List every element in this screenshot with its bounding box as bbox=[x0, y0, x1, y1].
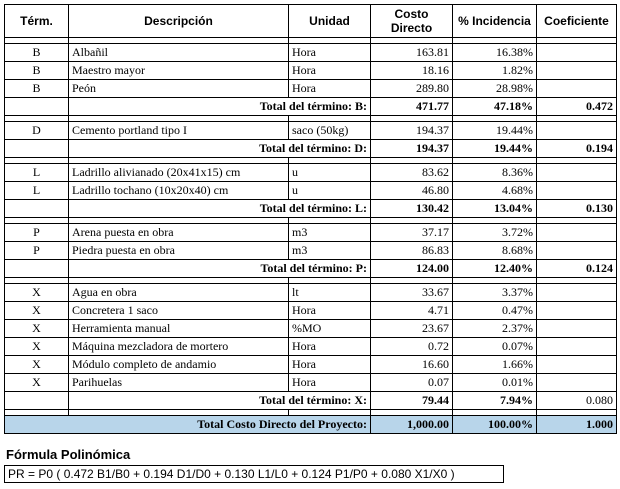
term-total-cost: 124.00 bbox=[371, 260, 453, 278]
description-cell: Ladrillo alivianado (20x41x15) cm bbox=[69, 164, 289, 182]
unit-cell: m3 bbox=[289, 224, 371, 242]
term-cell: D bbox=[5, 122, 69, 140]
unit-cell: Hora bbox=[289, 62, 371, 80]
table-row bbox=[5, 374, 617, 392]
coefficient-cell bbox=[537, 164, 617, 182]
table-row bbox=[5, 80, 617, 98]
total-blank-cell bbox=[5, 392, 69, 410]
term-cell: B bbox=[5, 44, 69, 62]
unit-cell: Hora bbox=[289, 302, 371, 320]
incidence-cell: 1.82% bbox=[453, 62, 537, 80]
table-row bbox=[5, 122, 617, 140]
table-row bbox=[5, 242, 617, 260]
table-body bbox=[5, 38, 617, 434]
term-cell: X bbox=[5, 338, 69, 356]
table-row bbox=[5, 356, 617, 374]
table-row bbox=[5, 182, 617, 200]
term-coefficient: 0.124 bbox=[537, 260, 617, 278]
term-coefficient: 0.194 bbox=[537, 140, 617, 158]
cost-cell: 194.37 bbox=[371, 122, 453, 140]
term-total-cost: 130.42 bbox=[371, 200, 453, 218]
term-total-label: Total del término: P: bbox=[69, 260, 371, 278]
description-cell: Concretera 1 saco bbox=[69, 302, 289, 320]
header-cost: Costo Directo bbox=[371, 5, 453, 38]
total-blank-cell bbox=[5, 200, 69, 218]
grand-total-coefficient: 1.000 bbox=[537, 416, 617, 434]
cost-cell: 0.07 bbox=[371, 374, 453, 392]
cost-cell: 163.81 bbox=[371, 44, 453, 62]
term-total-cost: 471.77 bbox=[371, 98, 453, 116]
term-total-cost: 79.44 bbox=[371, 392, 453, 410]
incidence-cell: 16.38% bbox=[453, 44, 537, 62]
incidence-cell: 0.07% bbox=[453, 338, 537, 356]
coefficient-cell bbox=[537, 320, 617, 338]
description-cell: Máquina mezcladora de mortero bbox=[69, 338, 289, 356]
polynomial-formula-table bbox=[4, 4, 617, 434]
incidence-cell: 8.36% bbox=[453, 164, 537, 182]
incidence-cell: 0.47% bbox=[453, 302, 537, 320]
grand-total-cost: 1,000.00 bbox=[371, 416, 453, 434]
term-cell: X bbox=[5, 356, 69, 374]
term-cell: B bbox=[5, 80, 69, 98]
cost-cell: 289.80 bbox=[371, 80, 453, 98]
cost-cell: 33.67 bbox=[371, 284, 453, 302]
coefficient-cell bbox=[537, 80, 617, 98]
table-row bbox=[5, 302, 617, 320]
coefficient-cell bbox=[537, 284, 617, 302]
incidence-cell: 8.68% bbox=[453, 242, 537, 260]
unit-cell: u bbox=[289, 164, 371, 182]
formula-text: PR = P0 ( 0.472 B1/B0 + 0.194 D1/D0 + 0.130 L1/L0 + 0.124 P1/P0 + 0.080 X1/X0 ) bbox=[4, 465, 504, 483]
term-total-label: Total del término: X: bbox=[69, 392, 371, 410]
term-cell: L bbox=[5, 182, 69, 200]
term-total-row bbox=[5, 260, 617, 278]
term-coefficient: 0.080 bbox=[537, 392, 617, 410]
cost-cell: 83.62 bbox=[371, 164, 453, 182]
grand-total-row bbox=[5, 416, 617, 434]
cost-cell: 46.80 bbox=[371, 182, 453, 200]
description-cell: Ladrillo tochano (10x20x40) cm bbox=[69, 182, 289, 200]
description-cell: Arena puesta en obra bbox=[69, 224, 289, 242]
unit-cell: saco (50kg) bbox=[289, 122, 371, 140]
description-cell: Peón bbox=[69, 80, 289, 98]
grand-total-label: Total Costo Directo del Proyecto: bbox=[5, 416, 371, 434]
term-total-label: Total del término: D: bbox=[69, 140, 371, 158]
coefficient-cell bbox=[537, 356, 617, 374]
unit-cell: m3 bbox=[289, 242, 371, 260]
term-cell: X bbox=[5, 302, 69, 320]
unit-cell: Hora bbox=[289, 356, 371, 374]
term-total-row bbox=[5, 200, 617, 218]
header-incidence: % Incidencia bbox=[453, 5, 537, 38]
term-total-row bbox=[5, 392, 617, 410]
term-total-incidence: 47.18% bbox=[453, 98, 537, 116]
header-term: Térm. bbox=[5, 5, 69, 38]
term-total-incidence: 13.04% bbox=[453, 200, 537, 218]
term-cell: L bbox=[5, 164, 69, 182]
unit-cell: u bbox=[289, 182, 371, 200]
table-row bbox=[5, 338, 617, 356]
term-cell: X bbox=[5, 320, 69, 338]
unit-cell: Hora bbox=[289, 44, 371, 62]
coefficient-cell bbox=[537, 62, 617, 80]
term-total-incidence: 12.40% bbox=[453, 260, 537, 278]
incidence-cell: 28.98% bbox=[453, 80, 537, 98]
incidence-cell: 0.01% bbox=[453, 374, 537, 392]
description-cell: Agua en obra bbox=[69, 284, 289, 302]
table-row bbox=[5, 320, 617, 338]
header-unit: Unidad bbox=[289, 5, 371, 38]
term-total-incidence: 19.44% bbox=[453, 140, 537, 158]
description-cell: Piedra puesta en obra bbox=[69, 242, 289, 260]
coefficient-cell bbox=[537, 182, 617, 200]
incidence-cell: 2.37% bbox=[453, 320, 537, 338]
term-total-label: Total del término: L: bbox=[69, 200, 371, 218]
unit-cell: %MO bbox=[289, 320, 371, 338]
table-row bbox=[5, 62, 617, 80]
term-total-row bbox=[5, 140, 617, 158]
description-cell: Parihuelas bbox=[69, 374, 289, 392]
formula-title: Fórmula Polinómica bbox=[6, 447, 131, 462]
term-total-row bbox=[5, 98, 617, 116]
incidence-cell: 1.66% bbox=[453, 356, 537, 374]
unit-cell: lt bbox=[289, 284, 371, 302]
cost-cell: 37.17 bbox=[371, 224, 453, 242]
coefficient-cell bbox=[537, 302, 617, 320]
total-blank-cell bbox=[5, 260, 69, 278]
unit-cell: Hora bbox=[289, 80, 371, 98]
term-cell: X bbox=[5, 374, 69, 392]
table-row bbox=[5, 224, 617, 242]
header-description: Descripción bbox=[69, 5, 289, 38]
cost-cell: 23.67 bbox=[371, 320, 453, 338]
term-coefficient: 0.472 bbox=[537, 98, 617, 116]
header-coefficient: Coeficiente bbox=[537, 5, 617, 38]
grand-total-incidence: 100.00% bbox=[453, 416, 537, 434]
term-cell: P bbox=[5, 242, 69, 260]
unit-cell: Hora bbox=[289, 338, 371, 356]
total-blank-cell bbox=[5, 140, 69, 158]
term-total-incidence: 7.94% bbox=[453, 392, 537, 410]
table-row bbox=[5, 44, 617, 62]
description-cell: Módulo completo de andamio bbox=[69, 356, 289, 374]
description-cell: Albañil bbox=[69, 44, 289, 62]
coefficient-cell bbox=[537, 122, 617, 140]
total-blank-cell bbox=[5, 98, 69, 116]
incidence-cell: 3.72% bbox=[453, 224, 537, 242]
description-cell: Herramienta manual bbox=[69, 320, 289, 338]
coefficient-cell bbox=[537, 224, 617, 242]
cost-cell: 0.72 bbox=[371, 338, 453, 356]
incidence-cell: 19.44% bbox=[453, 122, 537, 140]
coefficient-cell bbox=[537, 242, 617, 260]
term-total-label: Total del término: B: bbox=[69, 98, 371, 116]
description-cell: Maestro mayor bbox=[69, 62, 289, 80]
coefficient-cell bbox=[537, 338, 617, 356]
term-cell: P bbox=[5, 224, 69, 242]
cost-cell: 16.60 bbox=[371, 356, 453, 374]
unit-cell: Hora bbox=[289, 374, 371, 392]
incidence-cell: 4.68% bbox=[453, 182, 537, 200]
term-coefficient: 0.130 bbox=[537, 200, 617, 218]
cost-cell: 4.71 bbox=[371, 302, 453, 320]
table-row bbox=[5, 164, 617, 182]
term-cell: B bbox=[5, 62, 69, 80]
incidence-cell: 3.37% bbox=[453, 284, 537, 302]
description-cell: Cemento portland tipo I bbox=[69, 122, 289, 140]
cost-cell: 18.16 bbox=[371, 62, 453, 80]
table-row bbox=[5, 284, 617, 302]
term-total-cost: 194.37 bbox=[371, 140, 453, 158]
term-cell: X bbox=[5, 284, 69, 302]
cost-cell: 86.83 bbox=[371, 242, 453, 260]
coefficient-cell bbox=[537, 374, 617, 392]
table-header-row bbox=[5, 5, 617, 38]
coefficient-cell bbox=[537, 44, 617, 62]
